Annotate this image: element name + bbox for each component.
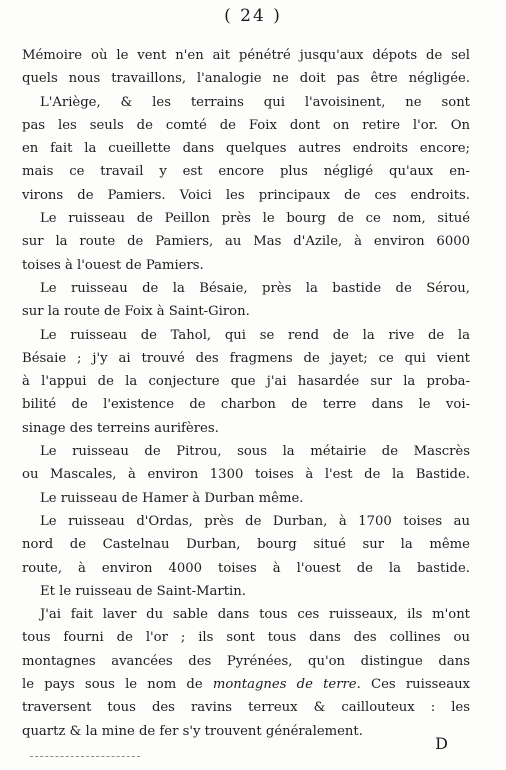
text-line: Bésaie ; j'y ai trouvé des fragmens de jayet; ce qui vient <box>22 350 470 366</box>
text-line: quartz & la mine de fer s'y trouvent généralement. <box>22 723 363 739</box>
text-line: sinage des terreins aurifères. <box>22 420 219 436</box>
text-line: virons de Pamiers. Voici les principaux de ces endroits. <box>22 187 470 203</box>
page-number: ( 24 ) <box>224 6 282 26</box>
text-line: Et le ruisseau de Saint-Martin. <box>40 583 246 599</box>
text-line: montagnes avancées des Pyrénées, qu'on distingue dans <box>22 653 470 669</box>
text-line: ou Mascales, à environ 1300 toises à l'est de la Bastide. <box>22 467 470 483</box>
footer-rule <box>30 756 140 757</box>
text-run: le pays sous le nom de <box>22 677 213 693</box>
text-line: nord de Castelnau Durban, bourg situé sur la même <box>22 537 470 553</box>
text-line: Le ruisseau de Peillon près le bourg de ce nom, situé <box>40 211 470 227</box>
text-line: mais ce travail y est encore plus négligé qu'aux en- <box>22 164 470 180</box>
text-run: Ces ruisseaux <box>360 677 470 693</box>
text-line: route, à environ 4000 toises à l'ouest de la bastide. <box>22 560 470 576</box>
text-line: Le ruisseau de la Bésaie, près la bastide de Sérou, <box>40 280 470 296</box>
text-line: Le ruisseau de Pitrou, sous la métairie de Mascrès <box>40 444 470 460</box>
text-line: Le ruisseau de Tahol, qui se rend de la rive de la <box>40 327 470 343</box>
text-line: tous fourni de l'or ; ils sont tous dans des collines ou <box>22 630 470 646</box>
text-line: à l'appui de la conjecture que j'ai hasardée sur la proba- <box>22 374 470 390</box>
text-line: Mémoire où le vent n'en ait pénétré jusqu'aux dépots de sel <box>22 48 470 63</box>
text-line: bilité de l'existence de charbon de terre dans le voi- <box>22 397 470 413</box>
text-line <box>22 673 470 696</box>
text-line: toises à l'ouest de Pamiers. <box>22 257 204 273</box>
text-line: en fait la cueillette dans quelques autres endroits encore; <box>22 141 470 157</box>
text-line: pas les seuls de comté de Foix dont on retire l'or. On <box>22 117 470 133</box>
text-line: J'ai fait laver du sable dans tous ces ruisseaux, ils m'ont <box>40 607 470 623</box>
text-line: Le ruisseau de Hamer à Durban même. <box>40 490 304 506</box>
text-line: traversent tous des ravins terreux & caillouteux : les <box>22 700 470 716</box>
italic-run: montagnes de terre. <box>212 677 361 693</box>
text-line: quels nous travaillons, l'analogie ne doit pas être négligée. <box>22 71 470 87</box>
catchword: D <box>435 734 448 753</box>
text-line: L'Ariège, & les terrains qui l'avoisinent, ne sont <box>40 94 470 110</box>
body-text <box>22 44 470 743</box>
text-line: sur la route de Foix à Saint-Giron. <box>22 304 250 320</box>
text-line: sur la route de Pamiers, au Mas d'Azile, à environ 6000 <box>22 234 470 250</box>
text-line: Le ruisseau d'Ordas, près de Durban, à 1700 toises au <box>40 513 470 529</box>
